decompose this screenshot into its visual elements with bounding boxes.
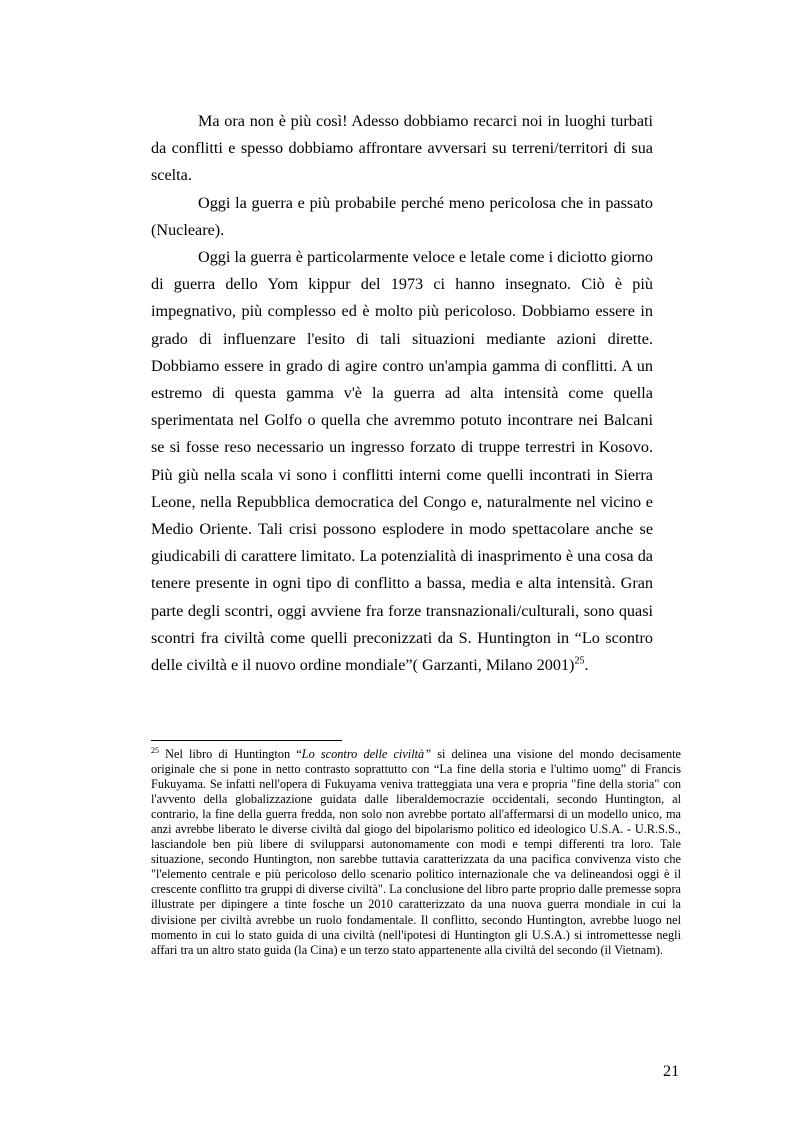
paragraph-1: Ma ora non è più così! Adesso dobbiamo recarci noi in luoghi turbati da conflitti e spesso dobbiamo affrontare avversari su terreni/territori di sua scelta. xyxy=(151,112,653,185)
footnote-underlined-letter: o xyxy=(614,762,621,777)
footnote-text-b: ” di Francis Fukuyama. Se infatti nell'opera di Fukuyama veniva tratteggiata una vera e propria "fine della storia" con l'avvento della globalizzazione guidata dalle liberaldemocrazie occidentali, secondo Huntington, al contrario, la fine della guerra fredda, non solo non avrebbe portato all'affermarsi di un modello unico, ma anzi avrebbe liberato le diverse civiltà dal giogo del bipolarismo politico ed ideologico U.S.A. - U.R.S.S., lasciandole ben più libere di svilupparsi autonomamente con modi e tempi differenti tra loro. Tale situazione, secondo Huntington, non sarebbe tuttavia caratterizzata da una pacifica convivenza visto che "l'elemento centrale e più pericoloso dello scenario politico internazionale che va delineandosi oggi è il crescente conflitto tra gruppi di diverse civiltà". La conclusione del libro parte proprio dalle premesse sopra illustrate per dipingere a tinte fosche un 2010 caratterizzato da una nuova guerra mondiale in cui la divisione per civiltà avrebbe un ruolo fondamentale. Il conflitto, secondo Huntington, avrebbe luogo nel momento in cui lo stato guida di una civiltà (nell'ipotesi di Huntington gli U.S.A.) si intromettesse negli affari tra un altro stato guida (la Cina) e un terzo stato appartenente alla civiltà del secondo (il Vietnam). xyxy=(151,762,681,957)
footnote xyxy=(151,747,681,958)
paragraph-3 xyxy=(151,244,653,679)
footnote-text-a: si delinea una visione del mondo decisamente originale che si pone in netto contrasto soprattutto con “La fine della storia e l'ultimo uom xyxy=(151,747,681,777)
page-number: 21 xyxy=(663,1062,680,1080)
footnote-separator xyxy=(151,740,342,741)
footnote-reference[interactable]: 25 xyxy=(574,655,585,667)
footnote-number: 25 xyxy=(151,745,159,755)
footnote-lead: Nel libro di Huntington “ xyxy=(159,747,302,761)
paragraph-3-text: Oggi la guerra è particolarmente veloce e letale come i diciotto giorno di guerra dello Yom kippur del 1973 ci hanno insegnato. Ciò è più impegnativo, più complesso ed è molto più pericoloso. Dobbiamo essere in grado di influenzare l'esito di tali situazioni mediante azioni dirette. Dobbiamo essere in grado di agire contro un'ampia gamma di conflitti. A un estremo di questa gamma v'è la guerra ad alta intensità come quella sperimentata nel Golfo o quella che avremmo potuto incontrare nei Balcani se si fosse reso necessario un ingresso forzato di truppe terrestri in Kosovo. Più giù nella scala vi sono i conflitti interni come quelli incontrati in Sierra Leone, nella Repubblica democratica del Congo e, naturalmente nel vicino e Medio Oriente. Tali crisi possono esplodere in modo spettacolare anche se giudicabili di carattere limitato. La potenzialità di inasprimento è una cosa da tenere presente in ogni tipo di conflitto a bassa, media e alta intensità. Gran parte degli scontri, oggi avviene fra forze transnazionali/culturali, sono quasi scontri fra civiltà come quelli preconizzati da S. Huntington in “Lo scontro delle civiltà e il nuovo ordine mondiale”( Garzanti, Milano 2001) xyxy=(151,248,653,675)
main-body-text xyxy=(151,108,653,679)
footnote-book-title: Lo scontro delle civiltà” xyxy=(301,747,432,761)
paragraph-2: Oggi la guerra e più probabile perché meno pericolosa che in passato (Nucleare). xyxy=(151,193,653,239)
paragraph-3-end: . xyxy=(584,656,589,675)
